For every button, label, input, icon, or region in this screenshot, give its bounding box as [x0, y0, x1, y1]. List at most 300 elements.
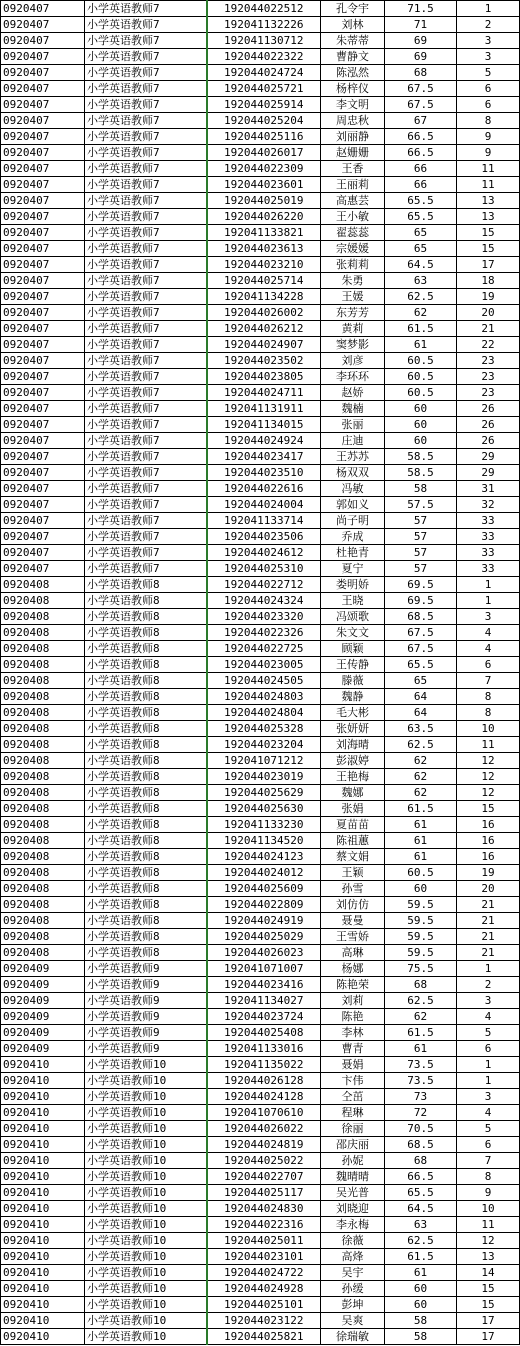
position-code-cell: 0920410: [1, 1281, 85, 1297]
score-cell: 69: [385, 33, 457, 49]
score-cell: 62: [385, 785, 457, 801]
position-name-cell: 小学英语教师10: [85, 1217, 207, 1233]
position-name-cell: 小学英语教师7: [85, 289, 207, 305]
score-cell: 62: [385, 305, 457, 321]
position-code-cell: 0920408: [1, 785, 85, 801]
position-code-cell: 0920410: [1, 1329, 85, 1345]
rank-cell: 26: [457, 417, 520, 433]
score-cell: 61: [385, 1265, 457, 1281]
score-cell: 60: [385, 433, 457, 449]
table-row: [1, 497, 520, 513]
table-row: [1, 881, 520, 897]
rank-cell: 15: [457, 1281, 520, 1297]
candidate-name-cell: 曹静文: [321, 49, 385, 65]
table-row: [1, 17, 520, 33]
score-cell: 60: [385, 881, 457, 897]
position-code-cell: 0920410: [1, 1121, 85, 1137]
table-row: [1, 1073, 520, 1089]
position-name-cell: 小学英语教师7: [85, 321, 207, 337]
position-name-cell: 小学英语教师8: [85, 881, 207, 897]
exam-number-cell: 192044023510: [207, 465, 321, 481]
exam-number-cell: 192044023320: [207, 609, 321, 625]
table-row: [1, 737, 520, 753]
candidate-name-cell: 魏静: [321, 689, 385, 705]
exam-number-cell: 192044026022: [207, 1121, 321, 1137]
rank-cell: 18: [457, 273, 520, 289]
score-cell: 62: [385, 753, 457, 769]
candidate-name-cell: 吴光普: [321, 1185, 385, 1201]
table-row: [1, 913, 520, 929]
table-row: [1, 177, 520, 193]
position-name-cell: 小学英语教师10: [85, 1249, 207, 1265]
position-code-cell: 0920408: [1, 769, 85, 785]
score-cell: 63: [385, 1217, 457, 1233]
position-name-cell: 小学英语教师7: [85, 353, 207, 369]
position-name-cell: 小学英语教师7: [85, 433, 207, 449]
exam-number-cell: 192044022309: [207, 161, 321, 177]
position-name-cell: 小学英语教师10: [85, 1329, 207, 1345]
position-name-cell: 小学英语教师8: [85, 577, 207, 593]
position-name-cell: 小学英语教师10: [85, 1313, 207, 1329]
table-row: [1, 897, 520, 913]
position-code-cell: 0920408: [1, 721, 85, 737]
rank-cell: 1: [457, 577, 520, 593]
table-row: [1, 145, 520, 161]
score-cell: 62.5: [385, 289, 457, 305]
candidate-name-cell: 吴宇: [321, 1265, 385, 1281]
candidate-name-cell: 刘海晴: [321, 737, 385, 753]
score-cell: 61: [385, 337, 457, 353]
position-name-cell: 小学英语教师9: [85, 993, 207, 1009]
position-name-cell: 小学英语教师7: [85, 561, 207, 577]
position-name-cell: 小学英语教师8: [85, 897, 207, 913]
rank-cell: 19: [457, 865, 520, 881]
position-code-cell: 0920410: [1, 1105, 85, 1121]
score-cell: 60: [385, 401, 457, 417]
candidate-name-cell: 曹青: [321, 1041, 385, 1057]
position-code-cell: 0920408: [1, 929, 85, 945]
exam-number-cell: 192044024928: [207, 1281, 321, 1297]
position-code-cell: 0920407: [1, 81, 85, 97]
position-code-cell: 0920407: [1, 257, 85, 273]
rank-cell: 8: [457, 705, 520, 721]
rank-cell: 17: [457, 257, 520, 273]
position-code-cell: 0920407: [1, 1, 85, 17]
position-name-cell: 小学英语教师9: [85, 1009, 207, 1025]
exam-number-cell: 192044025629: [207, 785, 321, 801]
table-row: [1, 721, 520, 737]
candidate-name-cell: 孙雪: [321, 881, 385, 897]
score-cell: 65.5: [385, 1185, 457, 1201]
rank-cell: 8: [457, 689, 520, 705]
position-code-cell: 0920407: [1, 289, 85, 305]
rank-cell: 16: [457, 833, 520, 849]
rank-cell: 12: [457, 753, 520, 769]
position-code-cell: 0920407: [1, 65, 85, 81]
position-name-cell: 小学英语教师7: [85, 49, 207, 65]
candidate-name-cell: 孙妮: [321, 1153, 385, 1169]
score-cell: 67.5: [385, 97, 457, 113]
table-row: [1, 433, 520, 449]
exam-number-cell: 192044023122: [207, 1313, 321, 1329]
exam-number-cell: 192044023502: [207, 353, 321, 369]
table-row: [1, 1025, 520, 1041]
score-table-body: [1, 1, 520, 1345]
exam-number-cell: 192044022809: [207, 897, 321, 913]
rank-cell: 32: [457, 497, 520, 513]
table-row: [1, 33, 520, 49]
position-code-cell: 0920407: [1, 369, 85, 385]
table-row: [1, 593, 520, 609]
table-row: [1, 241, 520, 257]
candidate-name-cell: 冯敏: [321, 481, 385, 497]
position-code-cell: 0920407: [1, 545, 85, 561]
table-row: [1, 97, 520, 113]
position-name-cell: 小学英语教师7: [85, 257, 207, 273]
rank-cell: 26: [457, 433, 520, 449]
candidate-name-cell: 王颖: [321, 865, 385, 881]
rank-cell: 8: [457, 1169, 520, 1185]
score-cell: 62.5: [385, 1233, 457, 1249]
position-code-cell: 0920408: [1, 689, 85, 705]
position-name-cell: 小学英语教师7: [85, 113, 207, 129]
score-cell: 69: [385, 49, 457, 65]
position-code-cell: 0920408: [1, 609, 85, 625]
rank-cell: 23: [457, 385, 520, 401]
rank-cell: 23: [457, 369, 520, 385]
position-code-cell: 0920410: [1, 1089, 85, 1105]
rank-cell: 33: [457, 529, 520, 545]
rank-cell: 6: [457, 1041, 520, 1057]
candidate-name-cell: 朱蒂蒂: [321, 33, 385, 49]
rank-cell: 1: [457, 1057, 520, 1073]
rank-cell: 15: [457, 1297, 520, 1313]
rank-cell: 4: [457, 1009, 520, 1025]
position-code-cell: 0920408: [1, 865, 85, 881]
candidate-name-cell: 孙缓: [321, 1281, 385, 1297]
candidate-name-cell: 夏苗苗: [321, 817, 385, 833]
score-cell: 67.5: [385, 641, 457, 657]
candidate-name-cell: 孔令宇: [321, 1, 385, 17]
exam-number-cell: 192044025019: [207, 193, 321, 209]
rank-cell: 4: [457, 641, 520, 657]
rank-cell: 4: [457, 1105, 520, 1121]
exam-number-cell: 192044025117: [207, 1185, 321, 1201]
table-row: [1, 769, 520, 785]
exam-number-cell: 192044022725: [207, 641, 321, 657]
candidate-name-cell: 高惠芸: [321, 193, 385, 209]
score-cell: 61: [385, 817, 457, 833]
exam-number-cell: 192044025029: [207, 929, 321, 945]
exam-number-cell: 192044025609: [207, 881, 321, 897]
table-row: [1, 1041, 520, 1057]
table-row: [1, 193, 520, 209]
position-name-cell: 小学英语教师10: [85, 1153, 207, 1169]
position-code-cell: 0920407: [1, 305, 85, 321]
candidate-name-cell: 王小敏: [321, 209, 385, 225]
position-code-cell: 0920408: [1, 593, 85, 609]
candidate-name-cell: 朱勇: [321, 273, 385, 289]
candidate-name-cell: 李林: [321, 1025, 385, 1041]
exam-number-cell: 192044023417: [207, 449, 321, 465]
exam-number-cell: 192041133230: [207, 817, 321, 833]
position-name-cell: 小学英语教师7: [85, 417, 207, 433]
candidate-name-cell: 滕薇: [321, 673, 385, 689]
exam-number-cell: 192041134015: [207, 417, 321, 433]
table-row: [1, 209, 520, 225]
score-cell: 60: [385, 417, 457, 433]
exam-number-cell: 192044024711: [207, 385, 321, 401]
position-name-cell: 小学英语教师8: [85, 705, 207, 721]
score-cell: 62.5: [385, 737, 457, 753]
exam-number-cell: 192044026212: [207, 321, 321, 337]
table-row: [1, 849, 520, 865]
table-row: [1, 641, 520, 657]
position-name-cell: 小学英语教师10: [85, 1297, 207, 1313]
rank-cell: 21: [457, 897, 520, 913]
position-name-cell: 小学英语教师10: [85, 1201, 207, 1217]
table-row: [1, 273, 520, 289]
position-code-cell: 0920407: [1, 417, 85, 433]
position-name-cell: 小学英语教师10: [85, 1089, 207, 1105]
position-name-cell: 小学英语教师7: [85, 401, 207, 417]
score-cell: 71: [385, 17, 457, 33]
position-name-cell: 小学英语教师7: [85, 529, 207, 545]
position-name-cell: 小学英语教师7: [85, 385, 207, 401]
position-name-cell: 小学英语教师8: [85, 657, 207, 673]
candidate-name-cell: 张妍妍: [321, 721, 385, 737]
score-cell: 57: [385, 529, 457, 545]
score-cell: 73: [385, 1089, 457, 1105]
rank-cell: 16: [457, 849, 520, 865]
candidate-name-cell: 周忠秋: [321, 113, 385, 129]
position-code-cell: 0920408: [1, 849, 85, 865]
score-cell: 63: [385, 273, 457, 289]
candidate-name-cell: 蔡文娟: [321, 849, 385, 865]
position-name-cell: 小学英语教师7: [85, 1, 207, 17]
candidate-name-cell: 魏娜: [321, 785, 385, 801]
score-cell: 71.5: [385, 1, 457, 17]
score-cell: 66: [385, 177, 457, 193]
exam-number-cell: 192044024919: [207, 913, 321, 929]
position-name-cell: 小学英语教师10: [85, 1233, 207, 1249]
exam-number-cell: 192041135022: [207, 1057, 321, 1073]
candidate-name-cell: 赵娇: [321, 385, 385, 401]
position-code-cell: 0920407: [1, 481, 85, 497]
candidate-name-cell: 聂曼: [321, 913, 385, 929]
position-code-cell: 0920407: [1, 225, 85, 241]
position-name-cell: 小学英语教师8: [85, 913, 207, 929]
exam-number-cell: 192044024907: [207, 337, 321, 353]
candidate-name-cell: 彭淑婷: [321, 753, 385, 769]
position-code-cell: 0920407: [1, 385, 85, 401]
table-row: [1, 385, 520, 401]
position-name-cell: 小学英语教师7: [85, 33, 207, 49]
table-row: [1, 49, 520, 65]
candidate-name-cell: 杨梓仪: [321, 81, 385, 97]
rank-cell: 9: [457, 145, 520, 161]
table-row: [1, 1, 520, 17]
rank-cell: 13: [457, 193, 520, 209]
rank-cell: 5: [457, 65, 520, 81]
position-name-cell: 小学英语教师7: [85, 65, 207, 81]
exam-number-cell: 192044024612: [207, 545, 321, 561]
score-cell: 70.5: [385, 1121, 457, 1137]
position-code-cell: 0920407: [1, 177, 85, 193]
table-row: [1, 1201, 520, 1217]
score-cell: 61.5: [385, 1025, 457, 1041]
table-row: [1, 961, 520, 977]
score-cell: 68: [385, 65, 457, 81]
candidate-name-cell: 窦梦影: [321, 337, 385, 353]
position-code-cell: 0920409: [1, 1025, 85, 1041]
score-cell: 75.5: [385, 961, 457, 977]
exam-number-cell: 192044024724: [207, 65, 321, 81]
score-cell: 61: [385, 849, 457, 865]
score-cell: 65.5: [385, 209, 457, 225]
position-code-cell: 0920407: [1, 17, 85, 33]
score-cell: 58: [385, 1313, 457, 1329]
position-name-cell: 小学英语教师7: [85, 497, 207, 513]
position-name-cell: 小学英语教师10: [85, 1265, 207, 1281]
table-row: [1, 481, 520, 497]
rank-cell: 10: [457, 1201, 520, 1217]
candidate-name-cell: 冯颂歌: [321, 609, 385, 625]
candidate-name-cell: 李文明: [321, 97, 385, 113]
position-code-cell: 0920407: [1, 433, 85, 449]
score-cell: 73.5: [385, 1073, 457, 1089]
position-name-cell: 小学英语教师7: [85, 129, 207, 145]
candidate-name-cell: 王香: [321, 161, 385, 177]
position-name-cell: 小学英语教师9: [85, 1025, 207, 1041]
score-cell: 60.5: [385, 353, 457, 369]
position-name-cell: 小学英语教师10: [85, 1057, 207, 1073]
score-cell: 69.5: [385, 593, 457, 609]
position-code-cell: 0920407: [1, 49, 85, 65]
candidate-name-cell: 王艳梅: [321, 769, 385, 785]
candidate-name-cell: 顾颖: [321, 641, 385, 657]
position-code-cell: 0920407: [1, 113, 85, 129]
position-name-cell: 小学英语教师7: [85, 209, 207, 225]
position-name-cell: 小学英语教师8: [85, 625, 207, 641]
exam-number-cell: 192044025714: [207, 273, 321, 289]
table-row: [1, 1009, 520, 1025]
position-code-cell: 0920407: [1, 161, 85, 177]
score-cell: 73.5: [385, 1057, 457, 1073]
candidate-name-cell: 李永梅: [321, 1217, 385, 1233]
rank-cell: 33: [457, 513, 520, 529]
candidate-name-cell: 刘晓迎: [321, 1201, 385, 1217]
table-row: [1, 1265, 520, 1281]
candidate-name-cell: 魏楠: [321, 401, 385, 417]
rank-cell: 33: [457, 545, 520, 561]
score-cell: 57.5: [385, 497, 457, 513]
position-code-cell: 0920408: [1, 817, 85, 833]
candidate-name-cell: 徐丽: [321, 1121, 385, 1137]
position-name-cell: 小学英语教师8: [85, 929, 207, 945]
rank-cell: 11: [457, 737, 520, 753]
position-code-cell: 0920407: [1, 337, 85, 353]
score-cell: 68: [385, 1153, 457, 1169]
rank-cell: 21: [457, 321, 520, 337]
position-name-cell: 小学英语教师7: [85, 17, 207, 33]
table-row: [1, 817, 520, 833]
score-cell: 61: [385, 833, 457, 849]
position-code-cell: 0920408: [1, 641, 85, 657]
position-code-cell: 0920407: [1, 209, 85, 225]
rank-cell: 9: [457, 1185, 520, 1201]
candidate-name-cell: 赵姗姗: [321, 145, 385, 161]
table-row: [1, 1153, 520, 1169]
score-cell: 65: [385, 225, 457, 241]
candidate-name-cell: 杜艳青: [321, 545, 385, 561]
score-cell: 64: [385, 689, 457, 705]
rank-cell: 7: [457, 1153, 520, 1169]
score-cell: 67.5: [385, 625, 457, 641]
exam-number-cell: 192041133714: [207, 513, 321, 529]
table-row: [1, 1233, 520, 1249]
score-cell: 58.5: [385, 449, 457, 465]
exam-number-cell: 192044026002: [207, 305, 321, 321]
table-row: [1, 929, 520, 945]
exam-number-cell: 192044023019: [207, 769, 321, 785]
position-code-cell: 0920410: [1, 1137, 85, 1153]
position-name-cell: 小学英语教师7: [85, 145, 207, 161]
position-code-cell: 0920408: [1, 945, 85, 961]
table-row: [1, 529, 520, 545]
rank-cell: 11: [457, 177, 520, 193]
exam-number-cell: 192041071007: [207, 961, 321, 977]
position-code-cell: 0920410: [1, 1153, 85, 1169]
score-cell: 58: [385, 1329, 457, 1345]
score-cell: 66.5: [385, 145, 457, 161]
position-code-cell: 0920407: [1, 33, 85, 49]
rank-cell: 13: [457, 209, 520, 225]
position-name-cell: 小学英语教师10: [85, 1169, 207, 1185]
position-code-cell: 0920407: [1, 241, 85, 257]
candidate-name-cell: 庄迪: [321, 433, 385, 449]
position-name-cell: 小学英语教师9: [85, 961, 207, 977]
position-name-cell: 小学英语教师8: [85, 753, 207, 769]
position-name-cell: 小学英语教师8: [85, 641, 207, 657]
position-code-cell: 0920408: [1, 737, 85, 753]
table-row: [1, 353, 520, 369]
candidate-name-cell: 彭坤: [321, 1297, 385, 1313]
score-cell: 60: [385, 1297, 457, 1313]
candidate-name-cell: 刘莉: [321, 993, 385, 1009]
candidate-name-cell: 陈艳荣: [321, 977, 385, 993]
rank-cell: 1: [457, 1, 520, 17]
position-code-cell: 0920408: [1, 801, 85, 817]
exam-number-cell: 192044023601: [207, 177, 321, 193]
position-name-cell: 小学英语教师10: [85, 1185, 207, 1201]
candidate-name-cell: 魏晴晴: [321, 1169, 385, 1185]
position-name-cell: 小学英语教师10: [85, 1105, 207, 1121]
position-code-cell: 0920408: [1, 577, 85, 593]
exam-number-cell: 192044023724: [207, 1009, 321, 1025]
position-code-cell: 0920409: [1, 1041, 85, 1057]
candidate-name-cell: 王媛: [321, 289, 385, 305]
exam-number-cell: 192041071212: [207, 753, 321, 769]
rank-cell: 6: [457, 81, 520, 97]
position-code-cell: 0920408: [1, 625, 85, 641]
candidate-name-cell: 李环环: [321, 369, 385, 385]
exam-number-cell: 192044024004: [207, 497, 321, 513]
position-name-cell: 小学英语教师10: [85, 1121, 207, 1137]
candidate-name-cell: 王晓: [321, 593, 385, 609]
position-code-cell: 0920408: [1, 897, 85, 913]
table-row: [1, 625, 520, 641]
